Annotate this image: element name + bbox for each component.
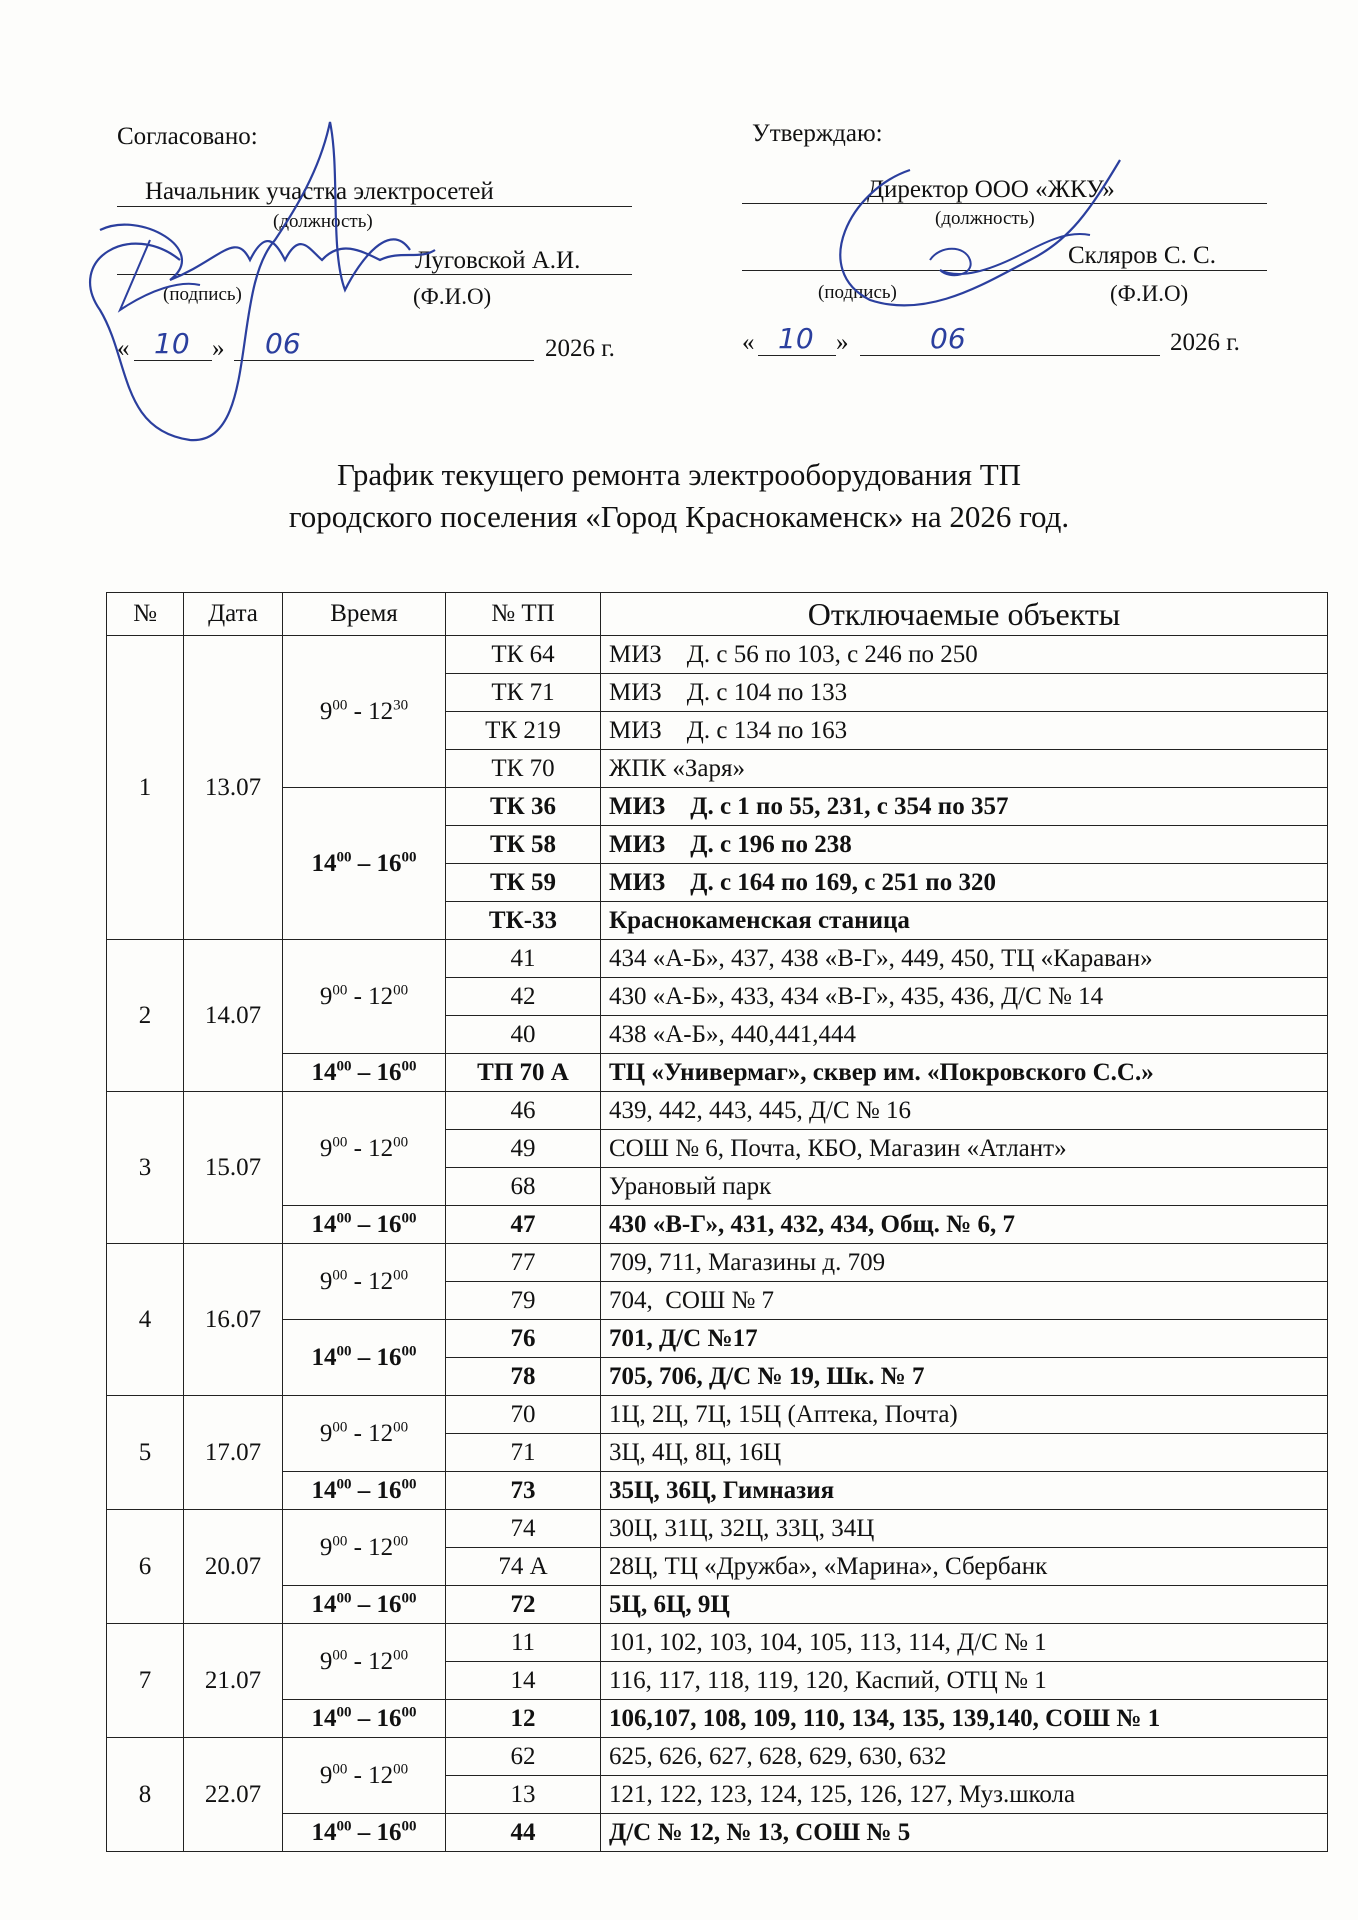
table-row [107,1054,1328,1092]
time-to-minutes: 00 [401,1590,417,1607]
objects-cell: ЖПК «Заря» [601,750,1328,788]
table-row [107,788,1328,826]
time-cell [283,1054,446,1092]
objects-cell: 101, 102, 103, 104, 105, 113, 114, Д/С № 1 [601,1624,1328,1662]
time-to-hour: 16 [376,1704,402,1732]
time-cell [283,636,446,788]
table-row [107,1624,1328,1662]
time-to-minutes: 00 [393,1419,409,1436]
objects-cell: 705, 706, Д/С № 19, Шк. № 7 [601,1358,1328,1396]
left-date-close: » [212,335,225,362]
table-row [107,940,1328,978]
tp-cell: ТК 71 [446,674,601,712]
table-row [107,636,1328,674]
tp-cell: ТК 58 [446,826,601,864]
time-cell [283,1814,446,1852]
time-from-minutes: 00 [336,1590,352,1607]
right-year: 2026 г. [1170,329,1240,356]
date-cell: 17.07 [184,1396,283,1510]
right-position-caption: (должность) [935,208,1035,229]
objects-cell: 625, 626, 627, 628, 629, 630, 632 [601,1738,1328,1776]
time-from-minutes: 00 [332,1134,348,1151]
left-sign-caption: (подпись) [163,284,242,305]
objects-cell: 30Ц, 31Ц, 32Ц, 33Ц, 34Ц [601,1510,1328,1548]
left-signature-icon [60,110,440,450]
objects-cell: 438 «А-Б», 440,441,444 [601,1016,1328,1054]
time-to-hour: 16 [376,1818,402,1846]
objects-cell: ТЦ «Универмаг», сквер им. «Покровского С.С.» [601,1054,1328,1092]
right-name: Скляров С. С. [1068,242,1216,269]
objects-cell: 116, 117, 118, 119, 120, Каспий, ОТЦ № 1 [601,1662,1328,1700]
date-cell: 14.07 [184,940,283,1092]
time-cell [283,1092,446,1206]
time-separator: – [351,1210,377,1238]
tp-cell: 70 [446,1396,601,1434]
time-from-minutes: 00 [336,849,352,866]
time-from-minutes: 00 [336,1818,352,1835]
time-cell [283,1206,446,1244]
table-row [107,1472,1328,1510]
left-position-caption: (должность) [273,211,373,232]
time-separator: – [351,1343,377,1371]
time-to-hour: 12 [368,697,394,725]
tp-cell: 72 [446,1586,601,1624]
tp-cell: 13 [446,1776,601,1814]
tp-cell: 71 [446,1434,601,1472]
time-to-hour: 12 [368,1533,394,1561]
time-from-minutes: 00 [336,1210,352,1227]
time-cell [283,1396,446,1472]
day-number-cell: 6 [107,1510,184,1624]
time-separator: – [351,1590,377,1618]
day-number-cell: 4 [107,1244,184,1396]
right-sign-caption: (подпись) [818,282,897,303]
time-to-minutes: 00 [393,982,409,999]
time-from-hour: 14 [311,1590,337,1618]
time-to-hour: 12 [368,1419,394,1447]
time-separator: – [351,849,377,877]
time-to-hour: 16 [376,1476,402,1504]
table-row [107,1700,1328,1738]
objects-cell: МИЗ Д. с 196 по 238 [601,826,1328,864]
time-from-minutes: 00 [332,1419,348,1436]
header-tp: № ТП [446,593,601,636]
right-date-open: « [742,329,755,356]
right-name-caption: (Ф.И.О) [1110,281,1189,306]
tp-cell: 77 [446,1244,601,1282]
tp-cell: ТК 59 [446,864,601,902]
time-separator: - [347,1533,369,1561]
tp-cell: 40 [446,1016,601,1054]
date-cell: 15.07 [184,1092,283,1244]
time-to-minutes: 00 [393,1134,409,1151]
time-separator: - [347,1761,369,1789]
tp-cell: ТК 64 [446,636,601,674]
document-title-line2: городского поселения «Город Краснокаменск» на 2026 год. [288,499,1070,534]
time-cell [283,1320,446,1396]
right-day-line [758,355,836,356]
time-from-hour: 14 [311,1210,337,1238]
objects-cell: Краснокаменская станица [601,902,1328,940]
time-to-hour: 12 [368,982,394,1010]
right-heading: Утверждаю: [752,120,883,147]
table-row [107,1510,1328,1548]
time-from-hour: 14 [311,1058,337,1086]
time-separator: – [351,1058,377,1086]
time-from-hour: 9 [319,1761,333,1789]
time-cell [283,1510,446,1586]
time-to-hour: 16 [376,1058,402,1086]
tp-cell: 79 [446,1282,601,1320]
time-from-minutes: 00 [332,1267,348,1284]
time-separator: - [347,1267,369,1295]
right-day-handwritten: 10 [778,322,814,355]
time-cell [283,1624,446,1700]
header-objects: Отключаемые объекты [601,593,1328,636]
time-to-minutes: 00 [401,1476,417,1493]
objects-cell: МИЗ Д. с 134 по 163 [601,712,1328,750]
time-from-hour: 14 [311,1704,337,1732]
tp-cell: 11 [446,1624,601,1662]
time-to-hour: 12 [368,1134,394,1162]
time-from-minutes: 00 [332,1533,348,1550]
objects-cell: 106,107, 108, 109, 110, 134, 135, 139,140, СОШ № 1 [601,1700,1328,1738]
table-row [107,1586,1328,1624]
day-number-cell: 1 [107,636,184,940]
tp-cell: 62 [446,1738,601,1776]
tp-cell: ТК 219 [446,712,601,750]
header-number: № [107,593,184,636]
time-cell [283,1244,446,1320]
left-name: Луговской А.И. [415,247,581,274]
time-to-minutes: 00 [401,1818,417,1835]
time-from-hour: 14 [311,1343,337,1371]
objects-cell: 28Ц, ТЦ «Дружба», «Марина», Сбербанк [601,1548,1328,1586]
table-row [107,1206,1328,1244]
time-separator: - [347,1134,369,1162]
time-separator: - [347,1647,369,1675]
time-from-minutes: 00 [332,1761,348,1778]
day-number-cell: 8 [107,1738,184,1852]
time-from-hour: 9 [319,1134,333,1162]
left-month-handwritten: 06 [265,327,301,360]
time-from-hour: 14 [311,849,337,877]
objects-cell: МИЗ Д. с 56 по 103, с 246 по 250 [601,636,1328,674]
table-header-row [107,593,1328,636]
time-from-minutes: 00 [332,1647,348,1664]
time-separator: - [347,1419,369,1447]
day-number-cell: 7 [107,1624,184,1738]
left-day-handwritten: 10 [154,327,190,360]
right-date-close: » [836,329,849,356]
time-to-hour: 12 [368,1761,394,1789]
time-cell [283,1700,446,1738]
objects-cell: 1Ц, 2Ц, 7Ц, 15Ц (Аптека, Почта) [601,1396,1328,1434]
table-row [107,1396,1328,1434]
left-year: 2026 г. [545,335,615,362]
objects-cell: 430 «В-Г», 431, 432, 434, Общ. № 6, 7 [601,1206,1328,1244]
time-from-hour: 9 [319,1419,333,1447]
table-row [107,1814,1328,1852]
time-to-hour: 12 [368,1647,394,1675]
time-from-hour: 9 [319,1267,333,1295]
objects-cell: 704, СОШ № 7 [601,1282,1328,1320]
time-from-hour: 14 [311,1818,337,1846]
tp-cell: 47 [446,1206,601,1244]
left-position: Начальник участка электросетей [145,178,494,205]
time-to-minutes: 30 [393,697,409,714]
objects-cell: МИЗ Д. с 164 по 169, с 251 по 320 [601,864,1328,902]
objects-cell: СОШ № 6, Почта, КБО, Магазин «Атлант» [601,1130,1328,1168]
time-from-minutes: 00 [332,982,348,999]
time-to-minutes: 00 [401,849,417,866]
tp-cell: 74 А [446,1548,601,1586]
table-row [107,1244,1328,1282]
time-from-hour: 9 [319,697,333,725]
objects-cell: 3Ц, 4Ц, 8Ц, 16Ц [601,1434,1328,1472]
date-cell: 16.07 [184,1244,283,1396]
time-from-minutes: 00 [336,1343,352,1360]
tp-cell: 46 [446,1092,601,1130]
table-row [107,1320,1328,1358]
time-to-hour: 16 [376,1590,402,1618]
time-to-minutes: 00 [393,1761,409,1778]
left-heading: Согласовано: [117,123,258,150]
time-from-minutes: 00 [336,1476,352,1493]
repair-schedule-table [106,592,1328,1852]
time-to-hour: 12 [368,1267,394,1295]
objects-cell: 430 «А-Б», 433, 434 «В-Г», 435, 436, Д/С № 14 [601,978,1328,1016]
time-from-hour: 9 [319,1533,333,1561]
time-from-hour: 9 [319,1647,333,1675]
time-to-minutes: 00 [393,1533,409,1550]
tp-cell: ТК-33 [446,902,601,940]
right-position: Директор ООО «ЖКУ» [867,176,1115,203]
time-separator: - [347,982,369,1010]
date-cell: 22.07 [184,1738,283,1852]
table-row [107,1738,1328,1776]
tp-cell: ТП 70 А [446,1054,601,1092]
tp-cell: 41 [446,940,601,978]
time-separator: – [351,1476,377,1504]
time-to-minutes: 00 [401,1058,417,1075]
objects-cell: МИЗ Д. с 104 по 133 [601,674,1328,712]
time-from-hour: 9 [319,982,333,1010]
objects-cell: 439, 442, 443, 445, Д/С № 16 [601,1092,1328,1130]
tp-cell: 76 [446,1320,601,1358]
tp-cell: 73 [446,1472,601,1510]
objects-cell: 5Ц, 6Ц, 9Ц [601,1586,1328,1624]
tp-cell: 68 [446,1168,601,1206]
objects-cell: 701, Д/С №17 [601,1320,1328,1358]
time-from-minutes: 00 [336,1704,352,1721]
objects-cell: 434 «А-Б», 437, 438 «В-Г», 449, 450, ТЦ «Караван» [601,940,1328,978]
left-date-open: « [117,335,130,362]
tp-cell: 74 [446,1510,601,1548]
time-cell [283,1472,446,1510]
header-time: Время [283,593,446,636]
time-separator: – [351,1704,377,1732]
time-from-hour: 14 [311,1476,337,1504]
left-name-caption: (Ф.И.О) [413,284,492,309]
tp-cell: 12 [446,1700,601,1738]
time-to-minutes: 00 [401,1210,417,1227]
table-body [107,636,1328,1852]
tp-cell: 42 [446,978,601,1016]
objects-cell: 121, 122, 123, 124, 125, 126, 127, Муз.школа [601,1776,1328,1814]
objects-cell: Урановый парк [601,1168,1328,1206]
objects-cell: МИЗ Д. с 1 по 55, 231, с 354 по 357 [601,788,1328,826]
date-cell: 21.07 [184,1624,283,1738]
time-cell [283,1586,446,1624]
header-date: Дата [184,593,283,636]
tp-cell: 78 [446,1358,601,1396]
date-cell: 20.07 [184,1510,283,1624]
time-cell [283,1738,446,1814]
tp-cell: 44 [446,1814,601,1852]
time-from-minutes: 00 [332,697,348,714]
time-to-hour: 16 [376,1210,402,1238]
time-to-minutes: 00 [393,1267,409,1284]
time-to-hour: 16 [376,849,402,877]
right-month-line [860,355,1160,356]
time-cell [283,940,446,1054]
table-row [107,1092,1328,1130]
tp-cell: 49 [446,1130,601,1168]
tp-cell: 14 [446,1662,601,1700]
time-to-minutes: 00 [393,1647,409,1664]
time-separator: – [351,1818,377,1846]
time-cell [283,788,446,940]
time-separator: - [347,697,369,725]
day-number-cell: 5 [107,1396,184,1510]
objects-cell: 709, 711, Магазины д. 709 [601,1244,1328,1282]
document-title-line1: График текущего ремонта электрооборудования ТП [336,457,1022,492]
right-month-handwritten: 06 [930,322,966,355]
day-number-cell: 2 [107,940,184,1092]
time-from-minutes: 00 [336,1058,352,1075]
time-to-minutes: 00 [401,1704,417,1721]
right-signature-icon [790,150,1140,320]
tp-cell: ТК 70 [446,750,601,788]
tp-cell: ТК 36 [446,788,601,826]
day-number-cell: 3 [107,1092,184,1244]
objects-cell: Д/С № 12, № 13, СОШ № 5 [601,1814,1328,1852]
objects-cell: 35Ц, 36Ц, Гимназия [601,1472,1328,1510]
date-cell: 13.07 [184,636,283,940]
time-to-hour: 16 [376,1343,402,1371]
time-to-minutes: 00 [401,1343,417,1360]
